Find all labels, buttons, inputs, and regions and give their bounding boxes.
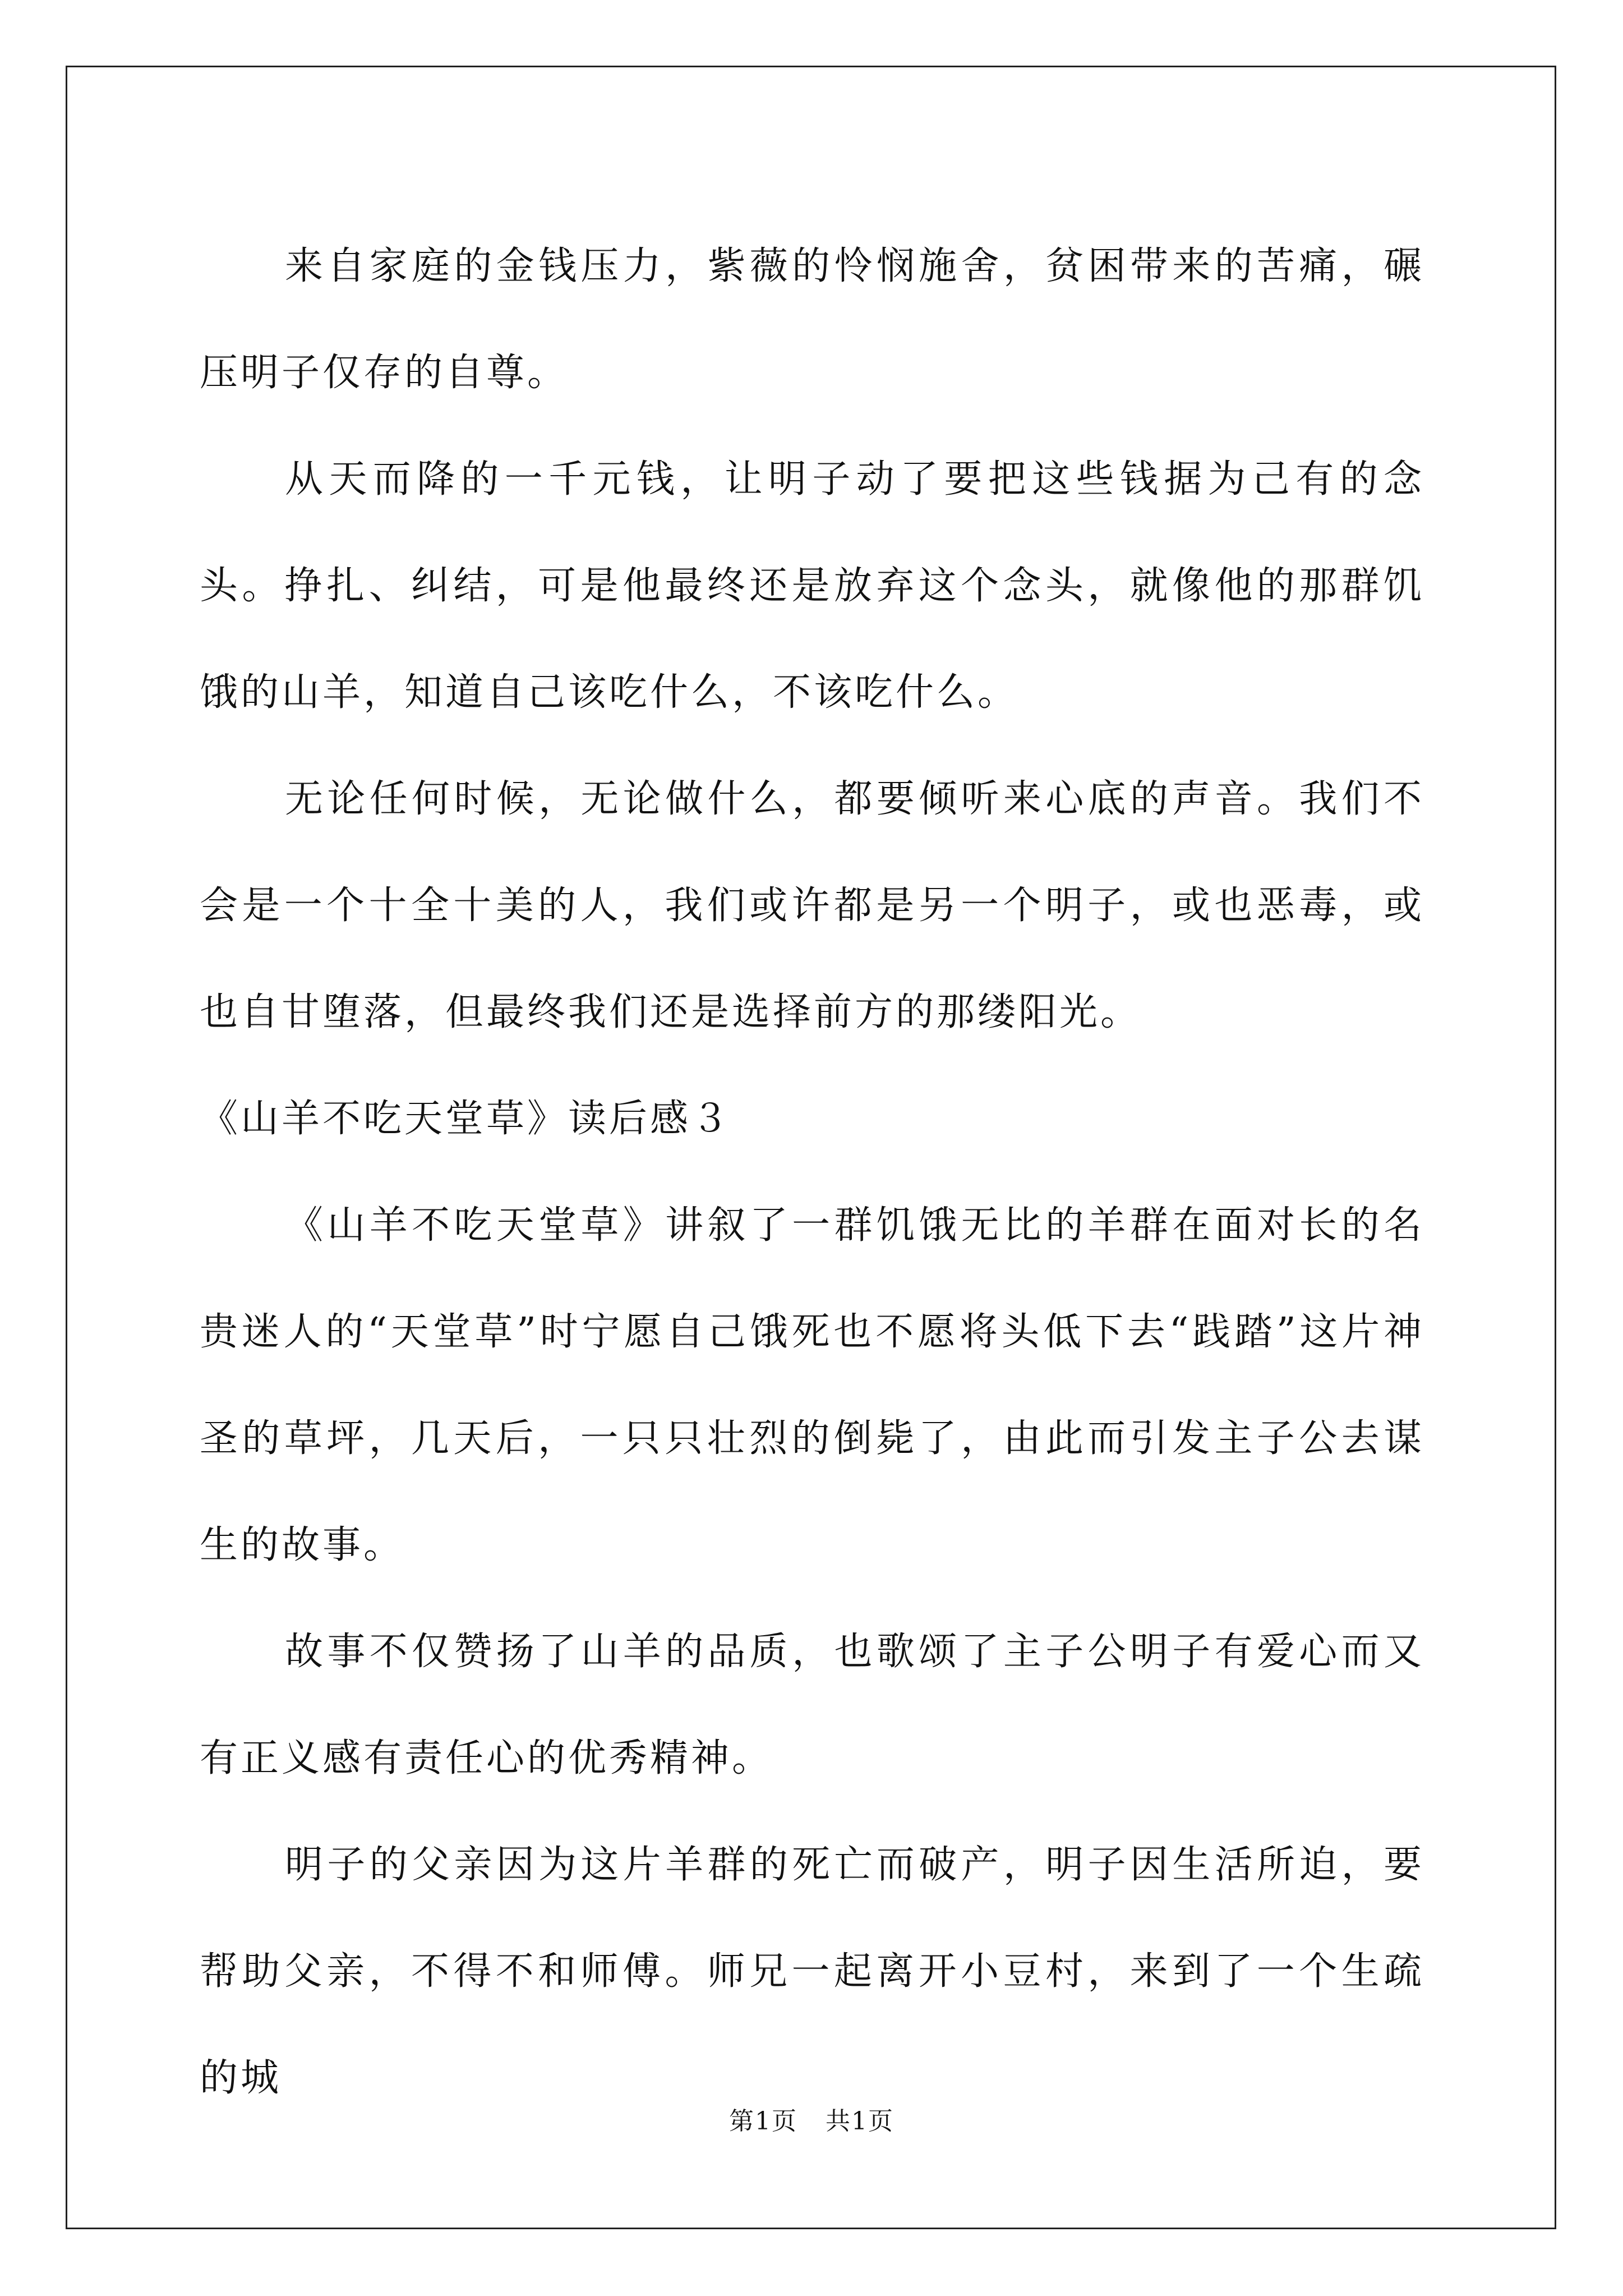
page-footer [0,2105,1623,2138]
paragraph: 从天而降的一千元钱，让明子动了要把这些钱据为己有的念头。挣扎、纠结，可是他最终还是放弃这个念头，就像他的那群饥饿的山羊，知道自己该吃什么，不该吃什么。 [200,457,1424,715]
paragraph: 来自家庭的金钱压力，紫薇的怜悯施舍，贫困带来的苦痛，碾压明子仅存的自尊。 [200,244,1424,395]
paragraph: 明子的父亲因为这片羊群的死亡而破产，明子因生活所迫，要帮助父亲，不得不和师傅。师兄一起离开小豆村，来到了一个生疏的城 [200,1843,1424,2100]
paragraph: 无论任何时候，无论做什么，都要倾听来心底的声音。我们不会是一个十全十美的人，我们或许都是另一个明子，或也恶毒，或也自甘堕落，但最终我们还是选择前方的那缕阳光。 [200,777,1424,1034]
section-heading: 《山羊不吃天堂草》读后感３ [200,1097,732,1141]
page-number: 第1页 [729,2107,797,2136]
page-total: 共1页 [826,2107,894,2136]
document-body [200,213,1424,2132]
paragraph: 《山羊不吃天堂草》讲叙了一群饥饿无比的羊群在面对长的名贵迷人的“天堂草”时宁愿自己饿死也不愿将头低下去“践踏”这片神圣的草坪，几天后，一只只壮烈的倒毙了，由此而引发主子公去谋生的故事。 [200,1203,1424,1567]
paragraph: 故事不仅赞扬了山羊的品质，也歌颂了主子公明子有爱心而又有正义感有责任心的优秀精神。 [200,1630,1424,1780]
